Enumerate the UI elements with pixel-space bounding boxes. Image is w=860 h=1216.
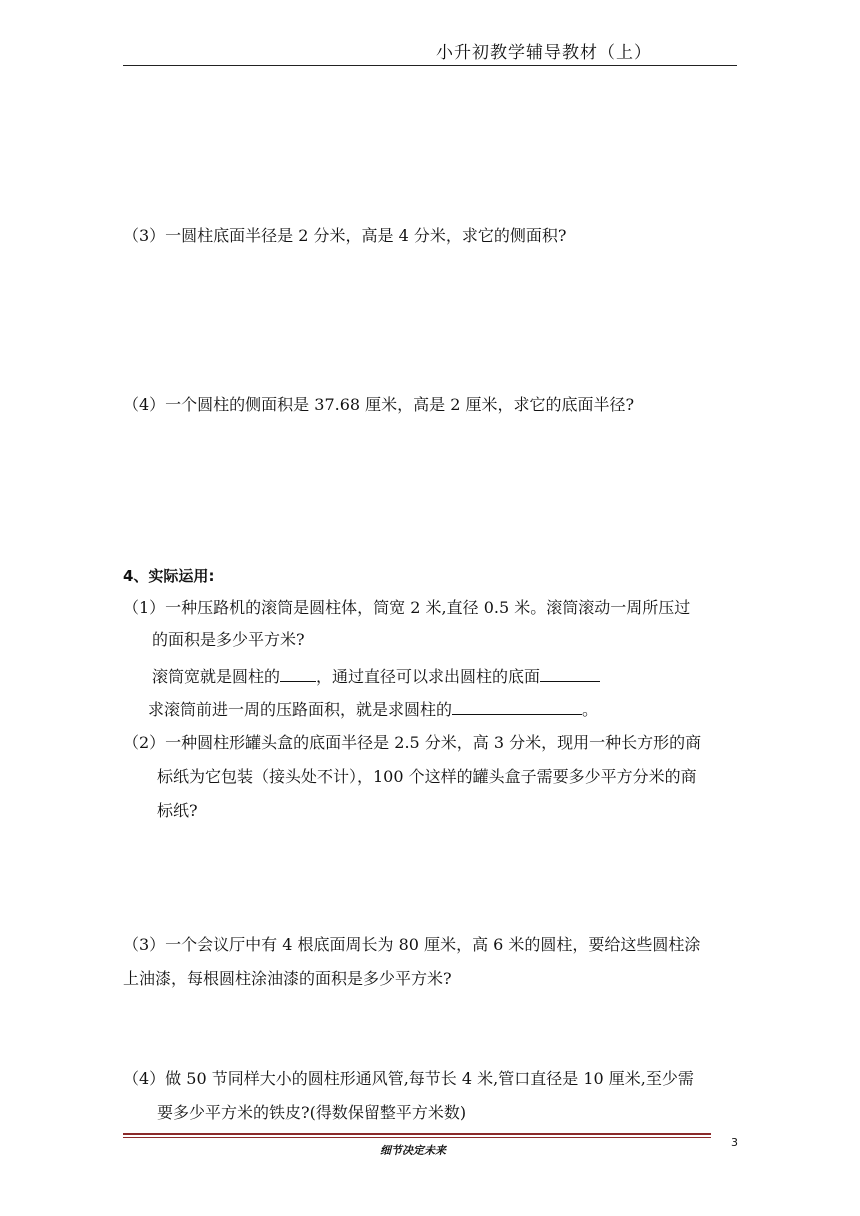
fill-blank-2[interactable] (540, 665, 600, 682)
question-3-surface-area: （3）一圆柱底面半径是 2 分米，高是 4 分米，求它的侧面积? (123, 226, 567, 245)
fill-blank-3[interactable] (452, 698, 582, 715)
footer-divider-thick (123, 1133, 711, 1135)
s4-q2-line3: 标纸? (157, 801, 198, 820)
s4-q1-hint1 (152, 665, 600, 687)
section-4-heading: 4、实际运用: (123, 567, 215, 585)
s4-q3-line2: 上油漆，每根圆柱涂油漆的面积是多少平方米? (123, 969, 452, 988)
header-divider (123, 65, 737, 66)
question-4-base-radius: （4）一个圆柱的侧面积是 37.68 厘米，高是 2 厘米，求它的底面半径? (123, 395, 635, 414)
footer-motto: 细节决定未来 (380, 1144, 446, 1157)
s4-q1-hint1-b: ，通过直径可以求出圆柱的底面 (316, 667, 541, 686)
s4-q1-line1: （1）一种压路机的滚筒是圆柱体，筒宽 2 米,直径 0.5 米。滚筒滚动一周所压过 (123, 598, 691, 617)
s4-q1-hint2 (148, 698, 598, 720)
header-title: 小升初教学辅导教材（上） (436, 43, 652, 63)
s4-q1-hint1-a: 滚筒宽就是圆柱的 (152, 667, 281, 686)
s4-q2-line1: （2）一种圆柱形罐头盒的底面半径是 2.5 分米，高 3 分米，现用一种长方形的商 (123, 733, 702, 752)
s4-q1-hint2-a: 求滚筒前进一周的压路面积，就是求圆柱的 (148, 700, 453, 719)
footer-divider-thin (123, 1137, 711, 1138)
s4-q4-line1: （4）做 50 节同样大小的圆柱形通风管,每节长 4 米,管口直径是 10 厘米,至少需 (123, 1069, 694, 1088)
s4-q3-line1: （3）一个会议厅中有 4 根底面周长为 80 厘米，高 6 米的圆柱，要给这些圆柱涂 (123, 935, 701, 954)
s4-q4-line2: 要多少平方米的铁皮?(得数保留整平方米数) (157, 1103, 467, 1122)
s4-q1-line2: 的面积是多少平方米? (152, 630, 305, 649)
page-number: 3 (731, 1136, 738, 1149)
s4-q1-hint2-end: 。 (582, 700, 599, 719)
fill-blank-1[interactable] (280, 665, 316, 682)
s4-q2-line2: 标纸为它包装（接头处不计），100 个这样的罐头盒子需要多少平方分米的商 (157, 767, 697, 786)
